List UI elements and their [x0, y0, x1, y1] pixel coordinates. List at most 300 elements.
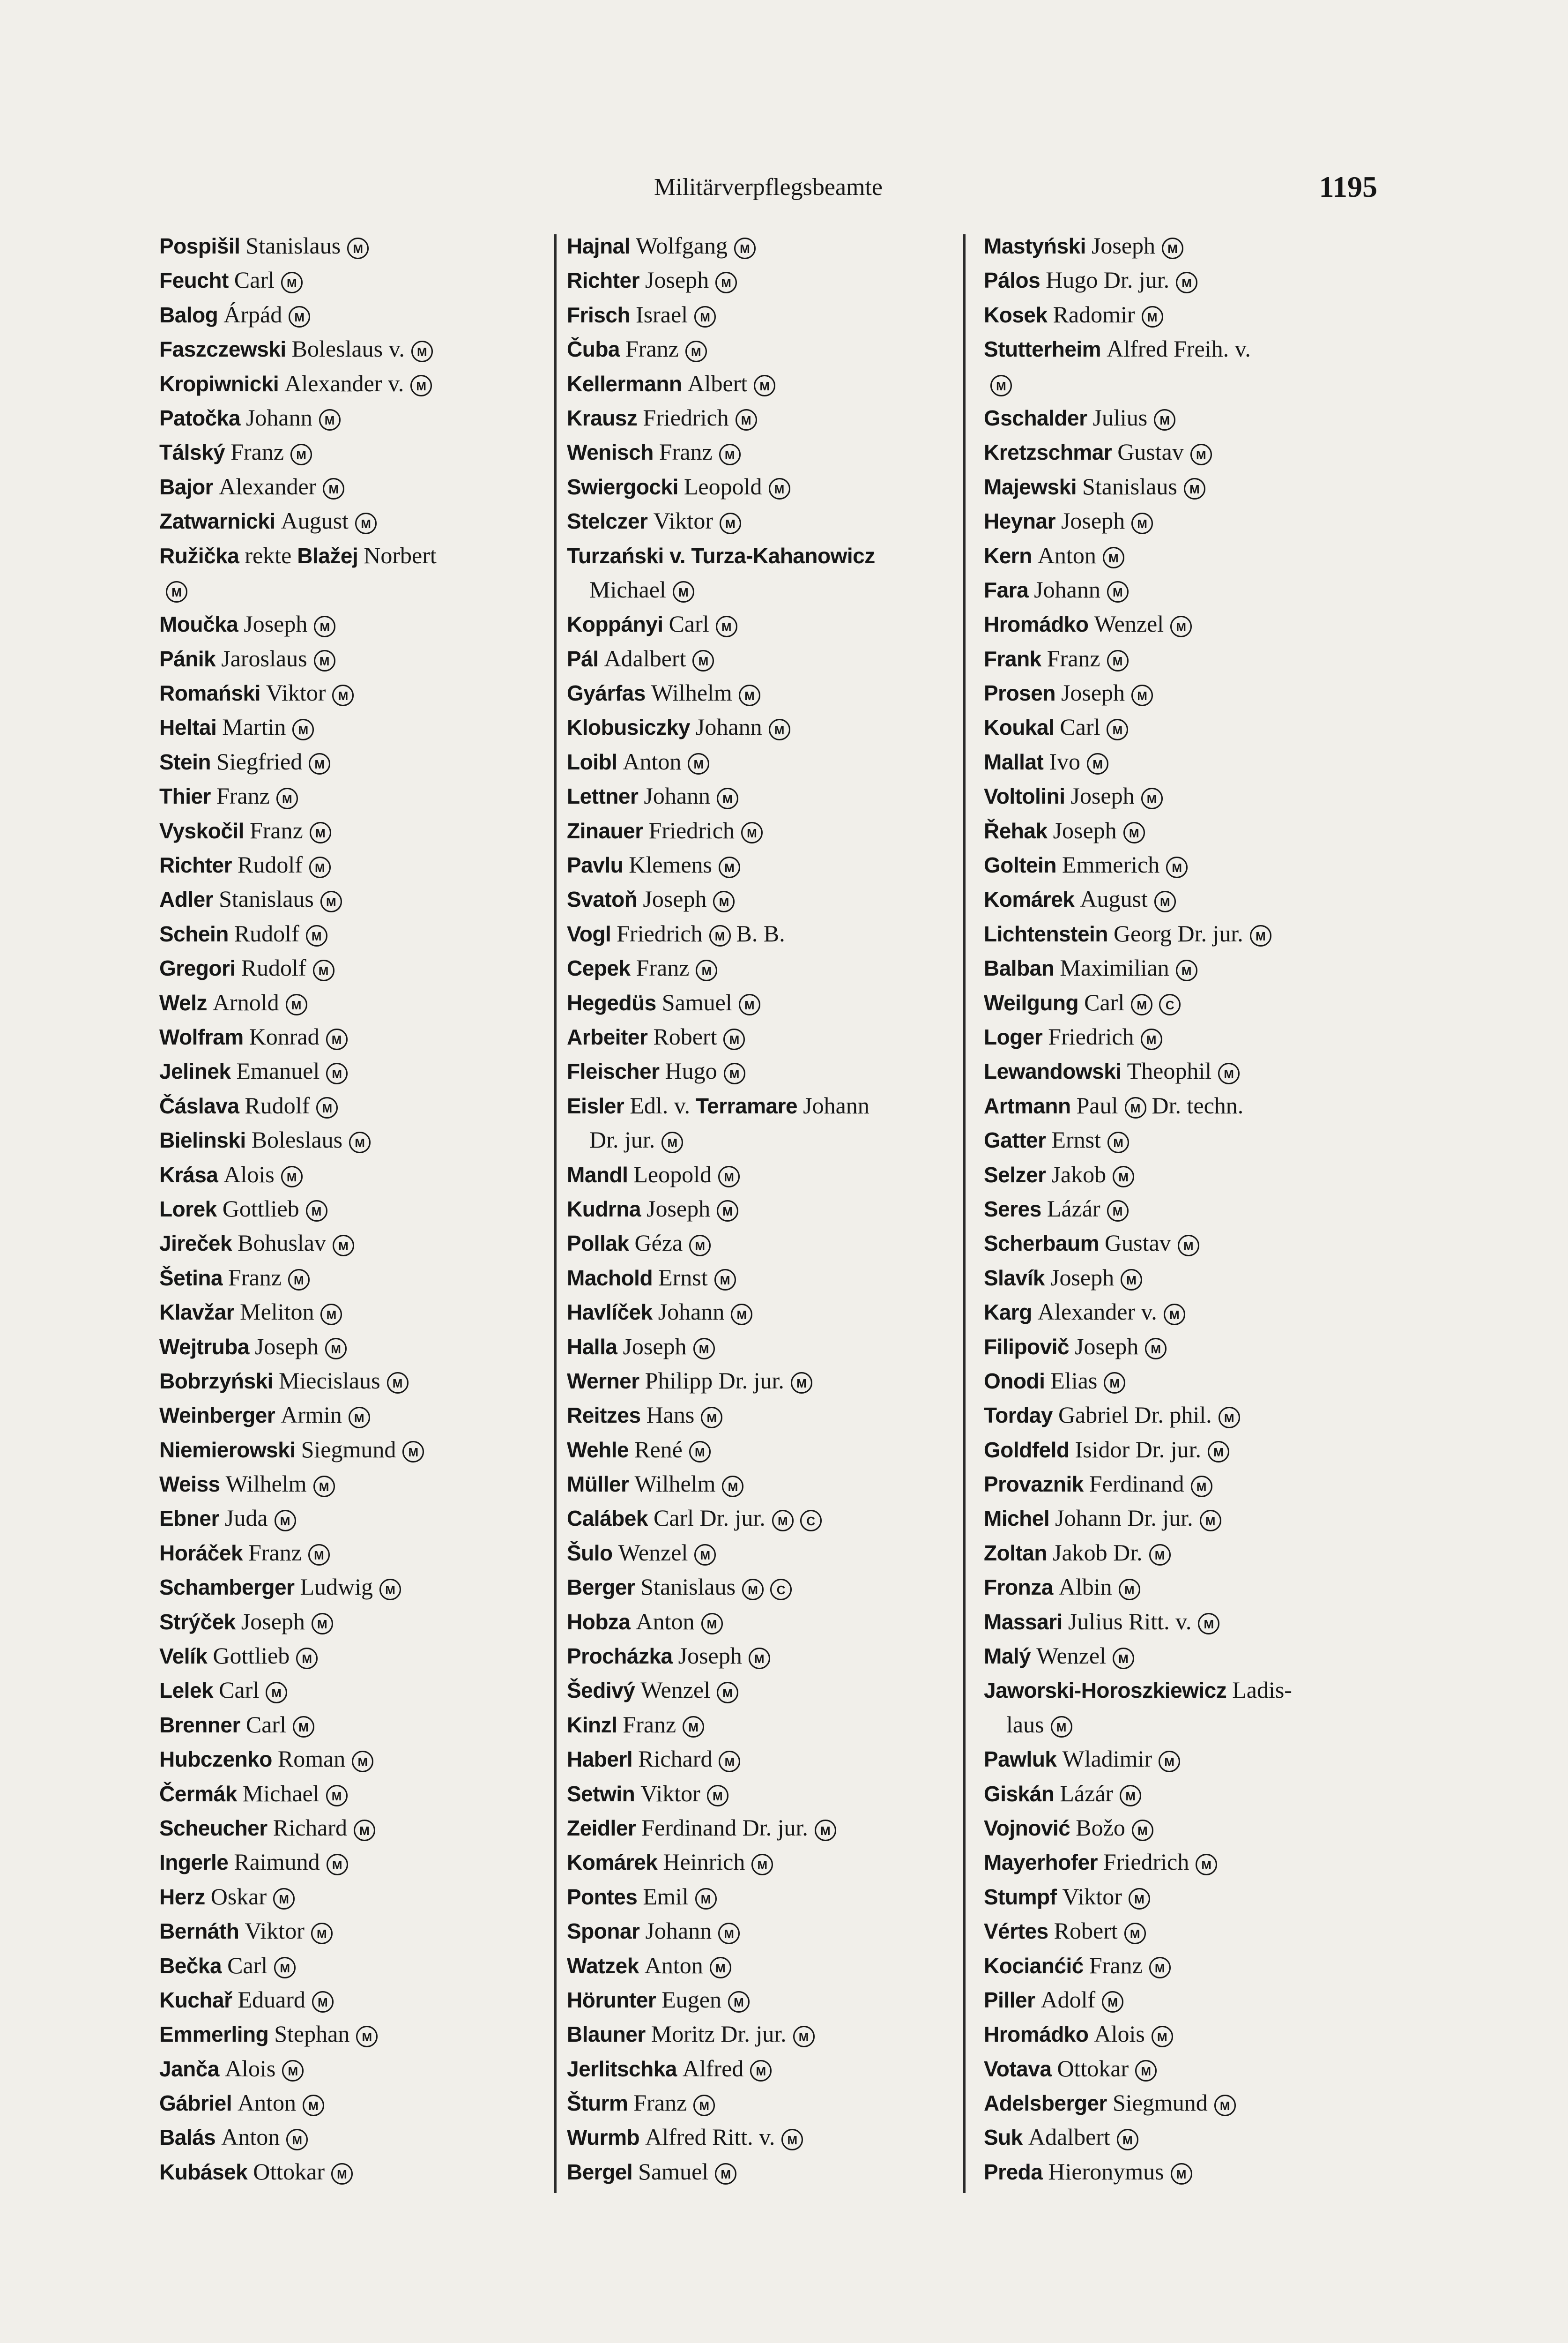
given-name: Jakob [1051, 1161, 1107, 1187]
list-item [984, 917, 1382, 951]
list-item [159, 813, 553, 848]
m-circle-icon: M [274, 1957, 296, 1978]
given-name: Johann [645, 1918, 712, 1944]
given-name-alias: Norbert [364, 542, 437, 568]
m-circle-icon: M [717, 1200, 738, 1222]
surname: Schein [159, 921, 229, 946]
list-item [567, 1742, 960, 1776]
given-name: Philipp Dr. jur. [645, 1367, 784, 1394]
m-circle-icon: M [717, 788, 738, 809]
m-circle-icon: M [1117, 2129, 1138, 2150]
given-name: Carl [219, 1677, 260, 1703]
surname: Frisch [567, 302, 631, 327]
given-name: Gottlieb [222, 1195, 299, 1222]
m-circle-icon: M [1123, 822, 1145, 843]
list-item [159, 1983, 553, 2017]
list-item [567, 298, 960, 332]
m-circle-icon: M [694, 1544, 716, 1566]
given-name: Siegmund [301, 1436, 396, 1463]
surname: Kinzl [567, 1712, 617, 1737]
list-item [159, 1536, 553, 1570]
m-circle-icon: M [791, 1372, 812, 1394]
surname: Torday [984, 1403, 1053, 1428]
given-name: Ivo [1049, 748, 1081, 775]
surname: Kretzschmar [984, 440, 1112, 465]
surname: Tálský [159, 440, 225, 465]
surname: Goltein [984, 853, 1056, 878]
surname: Niemierowski [159, 1437, 296, 1462]
surname: Krása [159, 1162, 218, 1187]
given-name: Franz [249, 817, 303, 843]
list-item [159, 401, 553, 435]
surname: Kudrna [567, 1196, 641, 1221]
given-name: Leopold [684, 473, 762, 500]
list-item [984, 951, 1382, 985]
m-circle-icon: M [751, 1854, 773, 1875]
surname: Vojnović [984, 1815, 1070, 1840]
list-item [159, 366, 553, 401]
list-item [159, 1811, 553, 1845]
list-item [567, 1570, 960, 1604]
given-name: Ernst [658, 1264, 708, 1291]
surname: Zinauer [567, 818, 643, 843]
surname: Weinberger [159, 1403, 275, 1428]
m-circle-icon: M [326, 1785, 348, 1806]
surname: Emmerling [159, 2022, 269, 2047]
given-name: Friedrich [1103, 1849, 1189, 1875]
given-name: Carl [1084, 989, 1125, 1015]
list-item [984, 401, 1382, 435]
surname: Richter [567, 268, 639, 293]
m-circle-icon: M [1131, 685, 1153, 706]
list-item [567, 985, 960, 1020]
surname: Mallat [984, 749, 1044, 774]
surname: Pospišil [159, 234, 240, 258]
m-circle-icon: M [769, 719, 790, 740]
given-name: Anton [1037, 542, 1096, 568]
m-circle-icon: M [1191, 1476, 1212, 1497]
given-name: Stanislaus [1082, 473, 1177, 500]
given-name: Lázár [1060, 1780, 1114, 1806]
m-circle-icon: M [739, 685, 760, 706]
list-item [567, 366, 960, 401]
surname: Richter [159, 853, 232, 878]
surname: Michel [984, 1506, 1050, 1531]
surname: Massari [984, 1609, 1063, 1634]
given-name: Alois [223, 1161, 275, 1187]
surname: Filipovič [984, 1334, 1070, 1359]
surname: Loibl [567, 749, 617, 774]
m-circle-icon: M [1164, 1304, 1185, 1325]
m-circle-icon: M [1121, 1269, 1142, 1291]
given-name: Joseph [1070, 783, 1135, 809]
m-circle-icon: M [713, 891, 735, 912]
m-circle-icon: M [326, 1029, 348, 1050]
given-name: Franz [625, 336, 679, 362]
list-item [159, 710, 553, 744]
m-circle-icon: M [276, 788, 298, 809]
given-name: Gabriel Dr. phil. [1058, 1402, 1212, 1428]
m-circle-icon: M [694, 306, 716, 328]
list-item [567, 1089, 960, 1123]
given-name: Árpád [223, 301, 282, 328]
m-circle-icon: M [289, 306, 310, 328]
m-circle-icon: M [320, 891, 342, 912]
surname: Cepek [567, 956, 631, 981]
given-name: Carl [227, 1952, 268, 1978]
surname: Bajor [159, 474, 214, 499]
m-circle-icon: M [311, 1923, 333, 1944]
list-item [159, 1776, 553, 1811]
m-circle-icon: M [281, 1166, 303, 1187]
m-circle-icon: M [742, 1579, 764, 1600]
list-item [567, 1639, 960, 1673]
m-circle-icon: M [347, 238, 369, 259]
surname: Ružička [159, 543, 239, 568]
list-item [159, 263, 553, 297]
given-name: Alois [1094, 2021, 1145, 2047]
m-circle-icon: M [327, 1854, 348, 1875]
given-name: Gottlieb [213, 1642, 290, 1669]
m-circle-icon: M [166, 581, 187, 603]
given-name: Joseph [678, 1642, 742, 1669]
m-circle-icon: M [739, 994, 760, 1015]
given-name: Alexander v. [1037, 1298, 1157, 1325]
surname: Malý [984, 1644, 1031, 1669]
list-item [159, 1708, 553, 1742]
m-circle-icon: M [352, 1751, 373, 1772]
m-circle-icon: M [312, 1613, 333, 1634]
surname: Selzer [984, 1162, 1046, 1187]
given-name: Hieronymus [1048, 2158, 1164, 2185]
m-circle-icon: M [719, 1751, 740, 1772]
m-circle-icon: M [693, 1338, 715, 1359]
list-item [567, 229, 960, 263]
surname: Giskán [984, 1781, 1055, 1806]
surname: Balás [159, 2125, 216, 2150]
m-circle-icon: M [282, 2060, 304, 2082]
surname: Haberl [567, 1747, 633, 1772]
column-rule [554, 234, 557, 2193]
surname: Kern [984, 543, 1032, 568]
list-item [159, 1880, 553, 1914]
m-circle-icon: M [1200, 1510, 1221, 1531]
surname: Gyárfas [567, 681, 646, 706]
given-name: Edl. v. [630, 1092, 690, 1119]
given-name: Rudolf [237, 851, 303, 878]
list-item [984, 642, 1382, 676]
m-circle-icon: M [793, 2026, 815, 2047]
given-name: Anton [636, 1608, 695, 1634]
surname: Provaznik [984, 1472, 1084, 1497]
surname: Voltolini [984, 784, 1065, 809]
surname: Vyskočil [159, 818, 244, 843]
given-name: Viktor [1062, 1883, 1122, 1910]
given-name: Konrad [249, 1023, 320, 1050]
given-name-alias: Johann [803, 1092, 869, 1119]
list-item [159, 985, 553, 1020]
surname: Fronza [984, 1575, 1053, 1600]
surname: Jerlitschka [567, 2056, 677, 2081]
list-item [159, 676, 553, 710]
given-name: Franz [228, 1264, 282, 1291]
given-name: Joseph [1050, 1264, 1115, 1291]
surname: Komárek [567, 1850, 658, 1875]
given-name: Carl [669, 611, 709, 637]
given-name: Stanislaus [219, 886, 314, 912]
given-name: Klemens [629, 851, 712, 878]
m-circle-icon: M [715, 2163, 736, 2185]
surname: Suk [984, 2125, 1023, 2150]
list-item [159, 435, 553, 469]
m-circle-icon: M [326, 1063, 348, 1084]
m-circle-icon: M [661, 1132, 683, 1153]
column-rule [963, 234, 966, 2193]
list-item [984, 2052, 1382, 2086]
given-name: Viktor [245, 1918, 305, 1944]
list-item [567, 1433, 960, 1467]
given-name: Robert [1054, 1918, 1118, 1944]
list-item [984, 813, 1382, 848]
surname: Bernáth [159, 1919, 239, 1944]
list-item [567, 470, 960, 504]
m-circle-icon: M [402, 1441, 424, 1463]
surname: Turzański v. Turza-Kahanowicz [567, 543, 875, 568]
m-circle-icon: M [731, 1304, 752, 1325]
surname: Janča [159, 2056, 219, 2081]
surname: Procházka [567, 1644, 673, 1669]
given-name: Georg Dr. jur. [1113, 920, 1243, 947]
list-item [567, 1983, 960, 2017]
given-name: Johann [1034, 576, 1100, 603]
surname: Werner [567, 1368, 639, 1393]
list-item [159, 882, 553, 916]
list-item [159, 504, 553, 538]
m-circle-icon: M [273, 1888, 295, 1910]
surname: Reitzes [567, 1403, 641, 1428]
m-circle-icon: M [722, 1476, 743, 1497]
name-column-1 [159, 229, 553, 2189]
surname: Pontes [567, 1884, 638, 1909]
list-item [984, 1639, 1382, 1673]
m-circle-icon: M [1104, 1372, 1125, 1394]
list-item [567, 1226, 960, 1260]
list-item [984, 1261, 1382, 1295]
surname: Piller [984, 1987, 1035, 2012]
list-item [567, 1329, 960, 1364]
surname: Kropiwnicki [159, 371, 279, 396]
given-name: Wilhelm [225, 1470, 307, 1497]
list-item [159, 2120, 553, 2154]
given-name: Dr. jur. [589, 1127, 655, 1153]
m-circle-icon: M [308, 1544, 330, 1566]
given-name: Carl [1060, 714, 1100, 740]
m-circle-icon: M [715, 272, 737, 293]
given-name: Hans [646, 1402, 695, 1428]
list-item [984, 1914, 1382, 1948]
list-item [159, 1845, 553, 1879]
list-item [159, 229, 553, 263]
given-name: Raimund [234, 1849, 320, 1875]
surname: Hromádko [984, 2022, 1089, 2047]
list-item [567, 2086, 960, 2120]
given-name: Joseph [1061, 679, 1125, 706]
list-item [567, 745, 960, 779]
surname: Klobusiczky [567, 715, 690, 740]
list-item [984, 538, 1382, 573]
m-circle-icon: M [319, 409, 341, 431]
list-item [984, 1983, 1382, 2017]
name-column-2 [567, 229, 960, 2189]
m-circle-icon: M [332, 685, 354, 706]
m-circle-icon: M [714, 1269, 736, 1291]
surname: Fleischer [567, 1059, 660, 1084]
given-name: Ladis- [1232, 1677, 1292, 1703]
given-name: August [1080, 886, 1148, 912]
list-item [159, 642, 553, 676]
list-item [159, 1501, 553, 1535]
list-item [984, 332, 1382, 366]
m-circle-icon: M [354, 1820, 375, 1841]
surname: Lelek [159, 1678, 214, 1703]
m-circle-icon: M [1142, 306, 1163, 328]
m-circle-icon: M [1176, 272, 1197, 293]
list-item [159, 1570, 553, 1604]
given-name: rekte [245, 542, 292, 568]
surname: Ebner [159, 1506, 219, 1531]
m-circle-icon: M [1198, 1613, 1219, 1634]
list-item [567, 917, 960, 951]
given-name: Franz [1047, 645, 1100, 672]
given-name: Robert [653, 1023, 717, 1050]
list-item [984, 1536, 1382, 1570]
list-item [567, 1845, 960, 1879]
list-item [984, 1192, 1382, 1226]
m-circle-icon: M [1250, 925, 1271, 947]
m-circle-icon: M [286, 2129, 308, 2150]
surname: Jireček [159, 1231, 232, 1256]
given-name: Albert [687, 370, 748, 396]
m-circle-icon: M [1129, 1888, 1150, 1910]
m-circle-icon: M [1145, 1338, 1167, 1359]
surname: Stelczer [567, 509, 648, 534]
surname: Šturm [567, 2091, 628, 2116]
m-circle-icon: M [707, 1785, 728, 1806]
list-item [159, 1054, 553, 1088]
m-circle-icon: M [718, 1166, 740, 1187]
list-item [567, 504, 960, 538]
m-circle-icon: M [333, 1235, 354, 1256]
m-circle-icon: M [1149, 1544, 1171, 1566]
surname: Fara [984, 577, 1029, 602]
given-name: Joseph [1061, 507, 1125, 534]
list-item [984, 263, 1382, 297]
surname-alias: Terramare [696, 1093, 798, 1118]
given-name: Alfred Ritt. v. [645, 2124, 775, 2150]
given-name: Johann [245, 404, 312, 431]
given-name: Roman [277, 1746, 346, 1772]
list-item [984, 1226, 1382, 1260]
given-name: Anton [221, 2124, 280, 2150]
m-circle-icon: M [716, 616, 737, 637]
given-name: Julius Ritt. v. [1068, 1608, 1192, 1634]
m-circle-icon: M [309, 857, 331, 878]
given-name: Adalbert [1028, 2124, 1110, 2150]
surname: Pánik [159, 646, 216, 671]
surname: Wejtruba [159, 1334, 249, 1359]
given-name: Emanuel [236, 1058, 320, 1084]
given-name: Johann [644, 783, 711, 809]
given-name: Franz [216, 783, 270, 809]
list-item [567, 1364, 960, 1398]
given-name: Joseph [1091, 232, 1156, 259]
given-name: Emmerich [1062, 851, 1160, 878]
list-item [159, 538, 553, 573]
given-name: Gustav [1117, 439, 1184, 465]
surname: Setwin [567, 1781, 635, 1806]
surname: Velík [159, 1644, 208, 1669]
given-name: Friedrich [648, 817, 735, 843]
list-item [567, 779, 960, 813]
m-circle-icon: M [1154, 891, 1176, 912]
list-item [567, 1776, 960, 1811]
given-name: Johann Dr. jur. [1055, 1505, 1193, 1531]
surname: Havlíček [567, 1300, 653, 1325]
m-circle-icon: M [313, 960, 334, 981]
surname: Strýček [159, 1609, 236, 1634]
list-item [984, 1604, 1382, 1639]
m-circle-icon: M [1107, 1132, 1129, 1153]
list-item [567, 1673, 960, 1707]
list-item [567, 2155, 960, 2189]
m-circle-icon: M [355, 513, 377, 534]
given-name: Franz [248, 1539, 302, 1566]
surname: Adler [159, 887, 214, 912]
surname: Swiergocki [567, 474, 678, 499]
surname: Zatwarnicki [159, 509, 275, 534]
m-circle-icon: M [331, 2163, 353, 2185]
list-item [159, 951, 553, 985]
list-item [984, 1948, 1382, 1983]
given-name: Joseph [1053, 817, 1117, 843]
list-item [984, 1570, 1382, 1604]
list-item [567, 813, 960, 848]
m-circle-icon: M [296, 1648, 318, 1669]
m-circle-icon: M [349, 1407, 370, 1428]
surname: Herz [159, 1884, 205, 1909]
m-circle-icon: M [717, 1682, 738, 1703]
m-circle-icon: M [314, 650, 335, 672]
given-name: Joseph [645, 267, 709, 293]
m-circle-icon: M [292, 719, 314, 740]
m-circle-icon: M [734, 238, 756, 259]
surname: Koppányi [567, 612, 663, 637]
list-item [567, 1192, 960, 1226]
list-item [567, 1467, 960, 1501]
surname: Čáslava [159, 1093, 239, 1118]
given-name: Richard [273, 1814, 347, 1841]
given-name: Isidor Dr. jur. [1075, 1436, 1201, 1463]
given-name: Boleslaus v. [291, 336, 405, 362]
list-item [984, 1673, 1382, 1707]
given-name: Géza [634, 1230, 683, 1256]
given-name: Viktor [266, 679, 326, 706]
given-name: Alexander v. [284, 370, 404, 396]
given-name: Richard [638, 1746, 713, 1772]
surname: Weiss [159, 1472, 220, 1497]
surname: Slavík [984, 1265, 1045, 1290]
list-item [984, 1776, 1382, 1811]
